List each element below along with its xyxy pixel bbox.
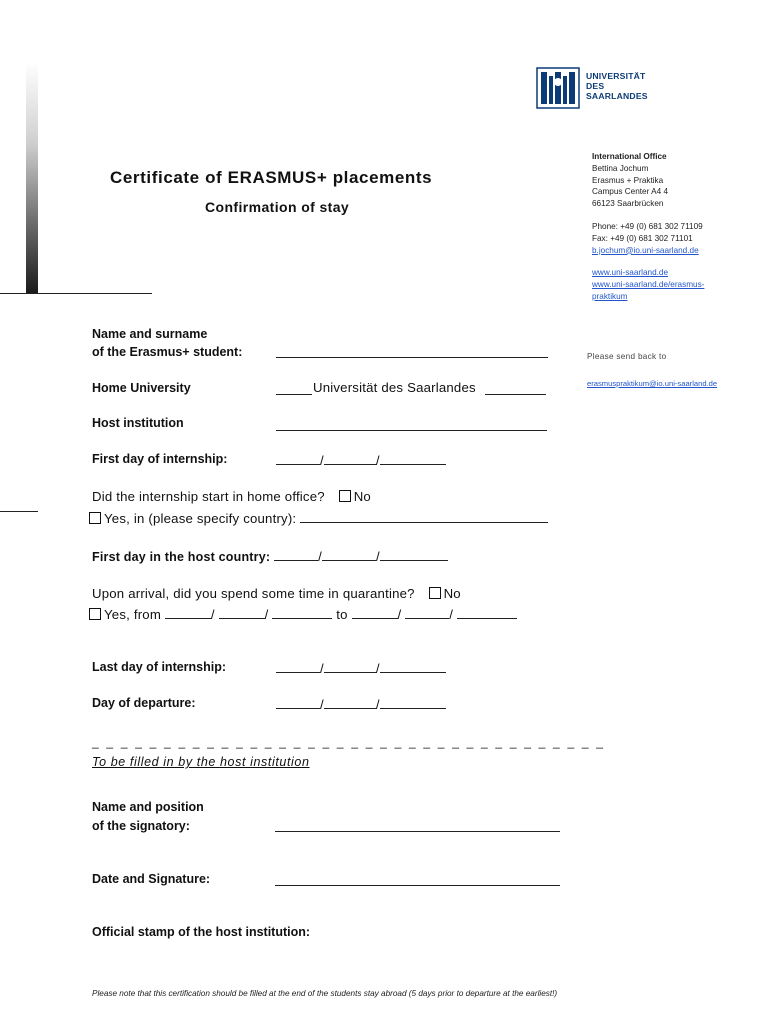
date-signature-label: Date and Signature: xyxy=(92,872,211,886)
quarantine-no-checkbox[interactable] xyxy=(429,587,441,599)
fold-mark xyxy=(0,511,38,512)
student-name-label-2: of the Erasmus+ student: xyxy=(92,345,243,359)
date-slash: / xyxy=(320,661,324,676)
home-office-question: Did the internship start in home office? xyxy=(92,489,325,504)
home-office-no-label: No xyxy=(353,489,371,504)
last-day-date-field[interactable] xyxy=(276,660,446,676)
date-slash: / xyxy=(376,549,380,564)
last-day-month-blank[interactable] xyxy=(324,660,376,673)
first-day-year-blank[interactable] xyxy=(380,452,446,465)
date-slash: / xyxy=(397,607,402,622)
quarantine-yes-label: Yes, from xyxy=(104,607,162,622)
quarantine-from-month[interactable] xyxy=(219,606,265,619)
decorative-side-bar xyxy=(26,62,38,294)
date-slash: / xyxy=(320,453,324,468)
home-office-yes-row xyxy=(89,510,548,526)
country-field[interactable] xyxy=(300,510,548,523)
first-day-date-field[interactable] xyxy=(276,452,446,468)
date-slash: / xyxy=(375,453,380,468)
office-contact-block xyxy=(592,151,704,303)
date-slash: / xyxy=(449,607,454,622)
office-address-2: 66123 Saarbrücken xyxy=(592,199,664,209)
first-day-host-label: First day in the host country: xyxy=(92,550,271,564)
departure-month-blank[interactable] xyxy=(324,696,376,709)
quarantine-to-label: to xyxy=(336,607,348,622)
last-day-year-blank[interactable] xyxy=(380,660,446,673)
student-name-field[interactable] xyxy=(276,357,548,358)
footer-note: Please note that this certification should be filled at the end of the students stay abroad (5 days prior to departure at the earliest!) xyxy=(92,989,558,998)
signatory-label-1: Name and position xyxy=(92,800,204,814)
office-fax: Fax: +49 (0) 681 302 71101 xyxy=(592,233,693,243)
first-day-label: First day of internship: xyxy=(92,452,228,466)
home-university-line-right xyxy=(485,394,546,395)
office-name: International Office xyxy=(592,152,667,161)
host-year-blank[interactable] xyxy=(380,548,448,561)
document-subtitle: Confirmation of stay xyxy=(205,199,350,215)
home-university-value: Universität des Saarlandes xyxy=(313,380,476,395)
departure-date-field[interactable] xyxy=(276,696,446,712)
logo-line-3: SAARLANDES xyxy=(586,91,648,101)
header-rule xyxy=(0,293,152,294)
university-seal-logo xyxy=(536,66,580,110)
host-institution-field[interactable] xyxy=(276,430,547,431)
home-office-yes-checkbox[interactable] xyxy=(89,512,101,524)
date-slash: / xyxy=(264,607,269,622)
home-office-no-checkbox[interactable] xyxy=(339,490,351,502)
stamp-label: Official stamp of the host institution: xyxy=(92,925,311,939)
office-address-1: Campus Center A4 4 xyxy=(592,187,669,197)
office-phone: Phone: +49 (0) 681 302 71109 xyxy=(592,221,703,231)
home-university-line-left xyxy=(276,394,312,395)
quarantine-to-day[interactable] xyxy=(352,606,398,619)
document-title: Certificate of ERASMUS+ placements xyxy=(110,168,433,187)
home-office-yes-label: Yes, in (please specify country): xyxy=(104,511,297,526)
send-back-email-link[interactable]: erasmuspraktikum@io.uni-saarland.de xyxy=(587,379,718,388)
date-slash: / xyxy=(375,697,380,712)
quarantine-yes-checkbox[interactable] xyxy=(89,608,101,620)
home-office-question-row xyxy=(92,489,371,504)
quarantine-no-label: No xyxy=(443,586,461,601)
last-day-day-blank[interactable] xyxy=(276,660,320,673)
date-slash: / xyxy=(210,607,215,622)
first-day-day-blank[interactable] xyxy=(276,452,320,465)
quarantine-to-year[interactable] xyxy=(457,606,517,619)
signatory-field[interactable] xyxy=(275,831,560,832)
quarantine-from-day[interactable] xyxy=(165,606,211,619)
host-institution-label: Host institution xyxy=(92,416,184,430)
host-month-blank[interactable] xyxy=(322,548,376,561)
quarantine-to-month[interactable] xyxy=(405,606,449,619)
first-day-month-blank[interactable] xyxy=(324,452,376,465)
logo-line-1: UNIVERSITÄT xyxy=(586,71,646,81)
quarantine-question-row xyxy=(92,586,461,601)
departure-year-blank[interactable] xyxy=(380,696,446,709)
send-back-label: Please send back to xyxy=(587,352,667,361)
quarantine-from-year[interactable] xyxy=(272,606,332,619)
erasmus-praktikum-link[interactable]: www.uni-saarland.de/erasmus- xyxy=(592,280,705,290)
first-day-host-row xyxy=(92,548,448,564)
home-university-label: Home University xyxy=(92,381,191,395)
cut-separator: _ _ _ _ _ _ _ _ _ _ _ _ _ _ _ _ _ _ _ _ _ _ _ _ _ _ _ _ _ _ _ _ _ _ _ _ xyxy=(92,735,606,749)
office-person: Bettina Jochum xyxy=(592,163,649,173)
logo-line-2: DES xyxy=(586,81,605,91)
office-dept: Erasmus + Praktika xyxy=(592,175,664,185)
date-slash: / xyxy=(375,661,380,676)
office-email-link[interactable]: b.jochum@io.uni-saarland.de xyxy=(592,245,699,255)
erasmus-praktikum-link-cont[interactable]: praktikum xyxy=(592,291,628,301)
departure-day-blank[interactable] xyxy=(276,696,320,709)
website-link[interactable]: www.uni-saarland.de xyxy=(592,268,669,278)
date-signature-field[interactable] xyxy=(275,885,560,886)
host-section-heading: To be filled in by the host institution xyxy=(92,755,310,769)
university-wordmark xyxy=(586,71,648,101)
date-slash: / xyxy=(318,549,322,564)
quarantine-question: Upon arrival, did you spend some time in quarantine? xyxy=(92,586,415,601)
date-slash: / xyxy=(320,697,324,712)
last-day-label: Last day of internship: xyxy=(92,660,227,674)
host-day-blank[interactable] xyxy=(274,548,318,561)
departure-label: Day of departure: xyxy=(92,696,196,710)
student-name-label-1: Name and surname xyxy=(92,327,208,341)
quarantine-yes-row xyxy=(89,606,517,622)
signatory-label-2: of the signatory: xyxy=(92,819,190,833)
